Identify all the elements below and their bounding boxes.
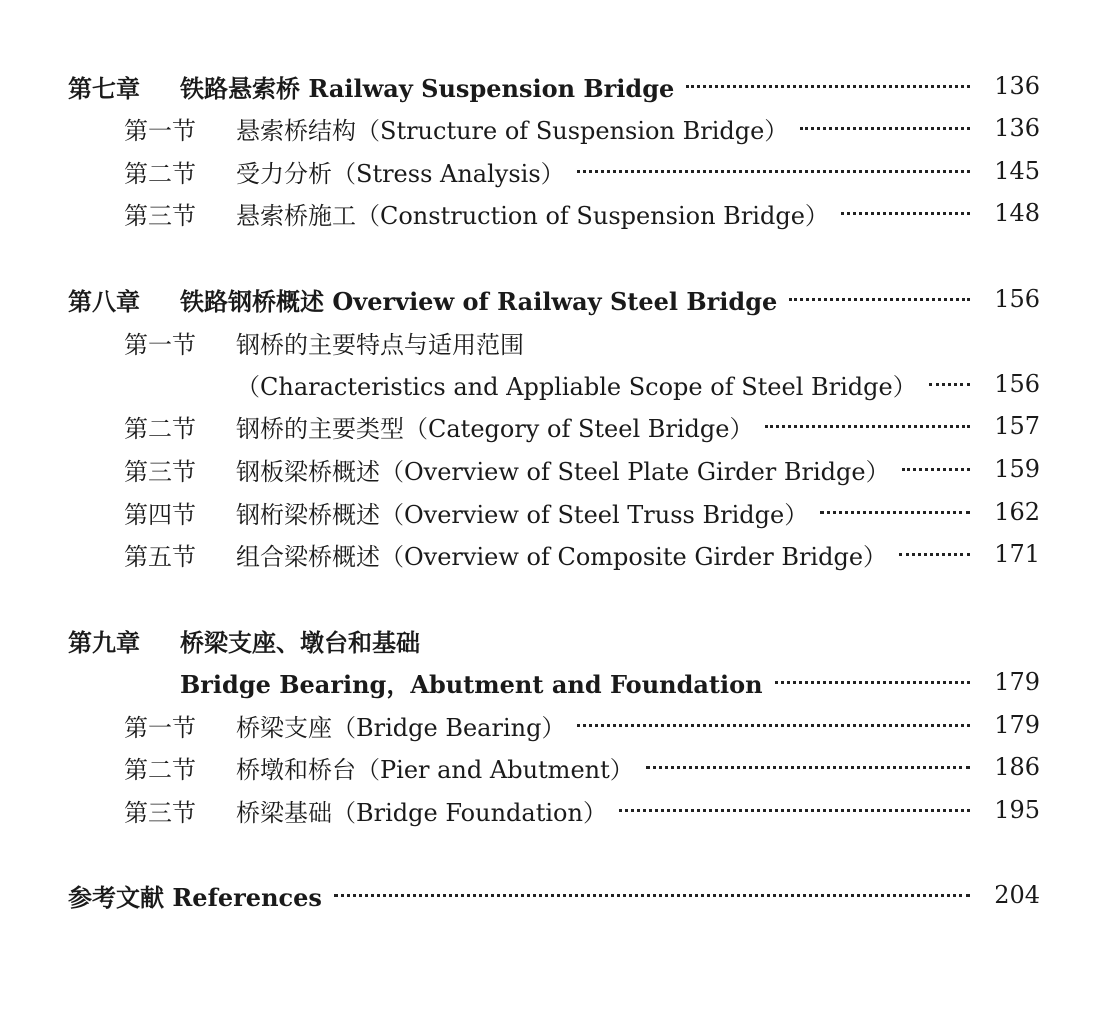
toc-section-continuation[interactable] (0, 364, 1112, 404)
toc-chapter-7[interactable] (0, 66, 1112, 106)
section-title: 钢桥的主要特点与适用范围 (236, 330, 524, 359)
page-number: 162 (994, 498, 1040, 526)
page-number: 159 (994, 455, 1040, 483)
section-title: 悬索桥结构（Structure of Suspension Bridge） (236, 116, 789, 145)
section-number: 第四节 (124, 500, 196, 529)
section-title-english: （Characteristics and Appliable Scope of Steel Bridge） (236, 372, 917, 401)
page-number: 156 (994, 370, 1040, 398)
dot-leader (765, 406, 970, 446)
dot-leader (775, 662, 970, 702)
toc-section[interactable] (0, 449, 1112, 489)
chapter-number: 第九章 (68, 627, 140, 657)
references-title: 参考文献 References (68, 882, 322, 912)
dot-leader (577, 151, 970, 191)
dot-leader (820, 492, 970, 532)
toc-section[interactable] (0, 406, 1112, 446)
section-title: 钢桁梁桥概述（Overview of Steel Truss Bridge） (236, 500, 809, 529)
toc-section[interactable] (0, 322, 1112, 362)
dot-leader (619, 790, 970, 830)
section-title: 桥梁基础（Bridge Foundation） (236, 798, 607, 827)
toc-chapter-9[interactable] (0, 620, 1112, 660)
page-number: 157 (994, 412, 1040, 440)
page-number: 136 (994, 114, 1040, 142)
toc-section[interactable] (0, 747, 1112, 787)
dot-leader (902, 449, 970, 489)
page-number: 156 (994, 285, 1040, 313)
section-number: 第二节 (124, 159, 196, 188)
page-number: 186 (994, 753, 1040, 781)
page-number: 171 (994, 540, 1040, 568)
toc-section[interactable] (0, 534, 1112, 574)
dot-leader (929, 364, 970, 404)
chapter-title: 桥梁支座、墩台和基础 (180, 627, 420, 657)
toc-section[interactable] (0, 492, 1112, 532)
dot-leader (789, 279, 970, 319)
section-number: 第五节 (124, 542, 196, 571)
section-title: 钢板梁桥概述（Overview of Steel Plate Girder Bridge） (236, 457, 890, 486)
dot-leader (646, 747, 970, 787)
page-number: 179 (994, 668, 1040, 696)
toc-chapter-continuation[interactable] (0, 662, 1112, 702)
page-number: 136 (994, 72, 1040, 100)
section-title: 受力分析（Stress Analysis） (236, 159, 565, 188)
chapter-title: 铁路悬索桥 Railway Suspension Bridge (180, 73, 675, 103)
page-number: 179 (994, 711, 1040, 739)
page-number: 145 (994, 157, 1040, 185)
section-title: 组合梁桥概述（Overview of Composite Girder Bridge） (236, 542, 888, 571)
section-number: 第一节 (124, 330, 196, 359)
section-title: 钢桥的主要类型（Category of Steel Bridge） (236, 414, 754, 443)
section-number: 第三节 (124, 201, 196, 230)
section-title: 桥梁支座（Bridge Bearing） (236, 713, 566, 742)
section-number: 第一节 (124, 116, 196, 145)
section-number: 第二节 (124, 755, 196, 784)
chapter-title: 铁路钢桥概述 Overview of Railway Steel Bridge (180, 286, 778, 316)
toc-section[interactable] (0, 193, 1112, 233)
chapter-number: 第八章 (68, 286, 140, 316)
dot-leader (686, 66, 970, 106)
section-number: 第三节 (124, 798, 196, 827)
dot-leader (800, 108, 970, 148)
page-number: 195 (994, 796, 1040, 824)
toc-references[interactable] (0, 875, 1112, 915)
dot-leader (899, 534, 970, 574)
section-number: 第一节 (124, 713, 196, 742)
dot-leader (841, 193, 970, 233)
section-title: 悬索桥施工（Construction of Suspension Bridge） (236, 201, 829, 230)
dot-leader (577, 705, 970, 745)
section-title: 桥墩和桥台（Pier and Abutment） (236, 755, 634, 784)
section-number: 第三节 (124, 457, 196, 486)
page-number: 148 (994, 199, 1040, 227)
page-number: 204 (994, 881, 1040, 909)
toc-section[interactable] (0, 705, 1112, 745)
section-number: 第二节 (124, 414, 196, 443)
chapter-title-english: Bridge Bearing，Abutment and Foundation (180, 669, 763, 699)
dot-leader (334, 875, 970, 915)
toc-section[interactable] (0, 790, 1112, 830)
toc-chapter-8[interactable] (0, 279, 1112, 319)
chapter-number: 第七章 (68, 73, 140, 103)
toc-section[interactable] (0, 151, 1112, 191)
toc-section[interactable] (0, 108, 1112, 148)
